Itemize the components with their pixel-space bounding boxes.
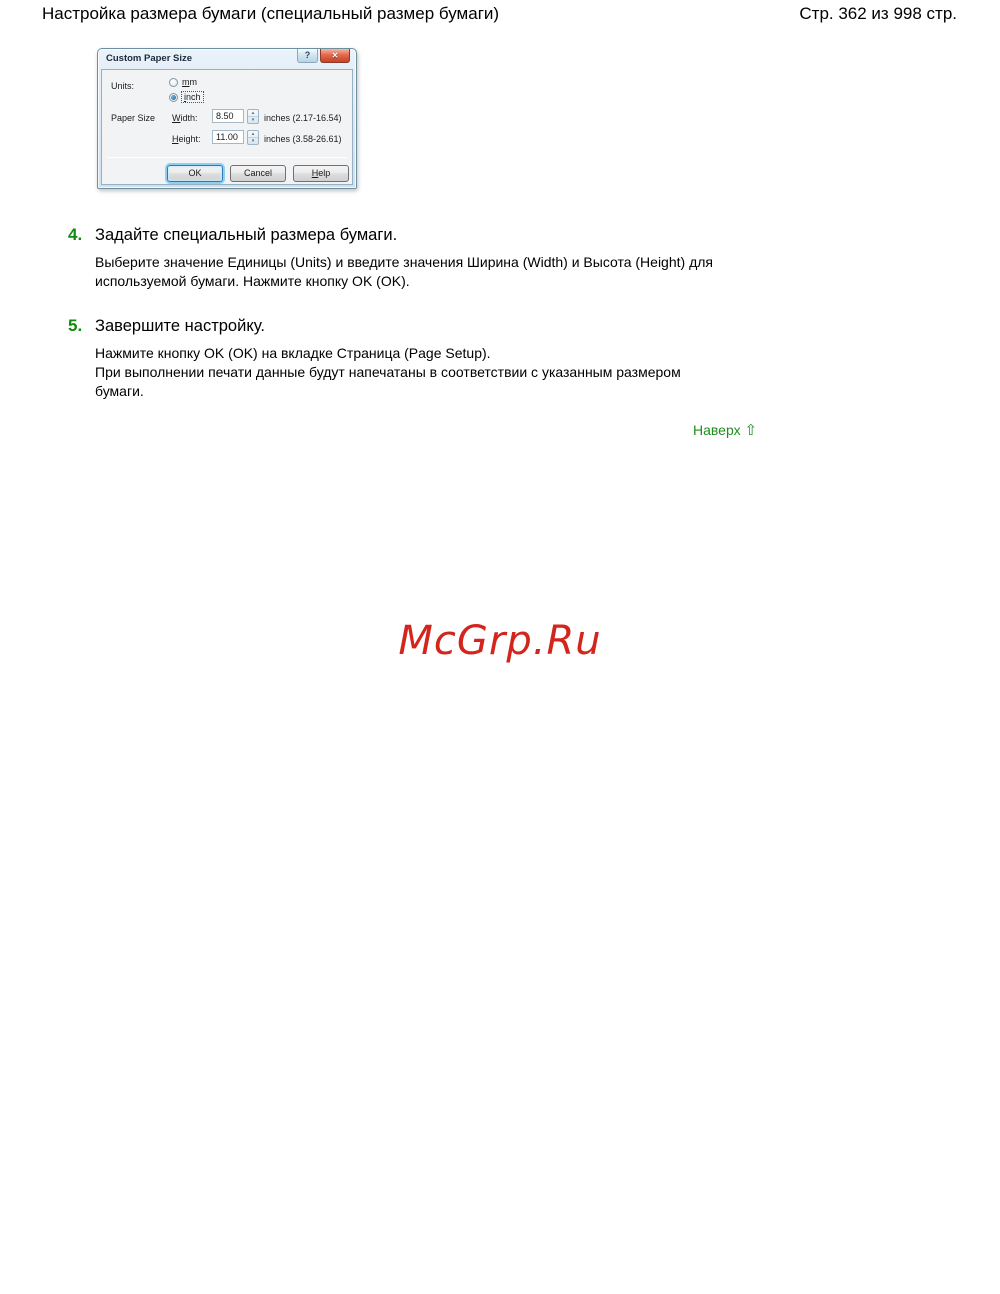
width-spinner (247, 109, 259, 124)
dialog-title: Custom Paper Size (106, 53, 193, 64)
step-5-title: Завершите настройку. (95, 317, 265, 335)
step-5-text-line: бумаги. (95, 383, 144, 399)
ok-button: OK (167, 165, 223, 182)
back-to-top-label: Наверх (693, 422, 741, 438)
page-title: Настройка размера бумаги (специальный размер бумаги) (42, 4, 500, 23)
height-range-label: inches (3.58-26.61) (264, 134, 342, 144)
cancel-button: Cancel (230, 165, 286, 182)
help-icon: ? (297, 49, 318, 63)
up-arrow-icon: ⇧ (744, 422, 758, 439)
spinner-down-icon: ▾ (248, 116, 258, 123)
back-to-top-link[interactable] (693, 421, 757, 439)
width-input (212, 109, 244, 123)
radio-mm-label: mm (182, 77, 197, 87)
width-range-label: inches (2.17-16.54) (264, 113, 342, 123)
height-label: Height: (172, 134, 201, 144)
units-label: Units: (111, 81, 135, 91)
radio-inch (169, 91, 203, 103)
width-label: Width: (172, 113, 198, 123)
spinner-up-icon: ▴ (251, 131, 255, 137)
step-4-text-line: Выберите значение Единицы (Units) и введите значения Ширина (Width) и Высота (Height) для (95, 254, 713, 270)
step-5-text-line: При выполнении печати данные будут напечатаны в соответствии с указанным размером (95, 364, 681, 380)
dialog-caption-buttons (297, 49, 350, 63)
help-button: Help (293, 165, 349, 182)
step-4-title: Задайте специальный размера бумаги. (95, 226, 398, 244)
spinner-up-icon: ▴ (251, 110, 255, 116)
radio-inch-label: inch (184, 92, 201, 102)
height-input (212, 130, 244, 144)
dialog-titlebar (98, 49, 356, 69)
dialog-divider (107, 157, 347, 158)
close-icon: ✕ (320, 49, 350, 63)
step-4-number: 4. (68, 225, 83, 244)
watermark: McGrp.Ru (398, 618, 602, 664)
radio-mm (169, 76, 197, 88)
spinner-down-icon: ▾ (248, 137, 258, 144)
custom-paper-size-dialog-screenshot (97, 48, 357, 189)
step-4-text-line: используемой бумаги. Нажмите кнопку OK (OK). (95, 273, 410, 289)
height-spinner (247, 130, 259, 145)
radio-inch-selected-icon (169, 93, 178, 102)
page-number-indicator: Стр. 362 из 998 стр. (799, 4, 957, 23)
paper-size-label: Paper Size (111, 113, 156, 123)
dialog-body (101, 69, 353, 185)
step-5-text-line: Нажмите кнопку OK (OK) на вкладке Страница (Page Setup). (95, 345, 491, 361)
step-5-number: 5. (68, 316, 83, 335)
radio-mm-icon (169, 78, 178, 87)
